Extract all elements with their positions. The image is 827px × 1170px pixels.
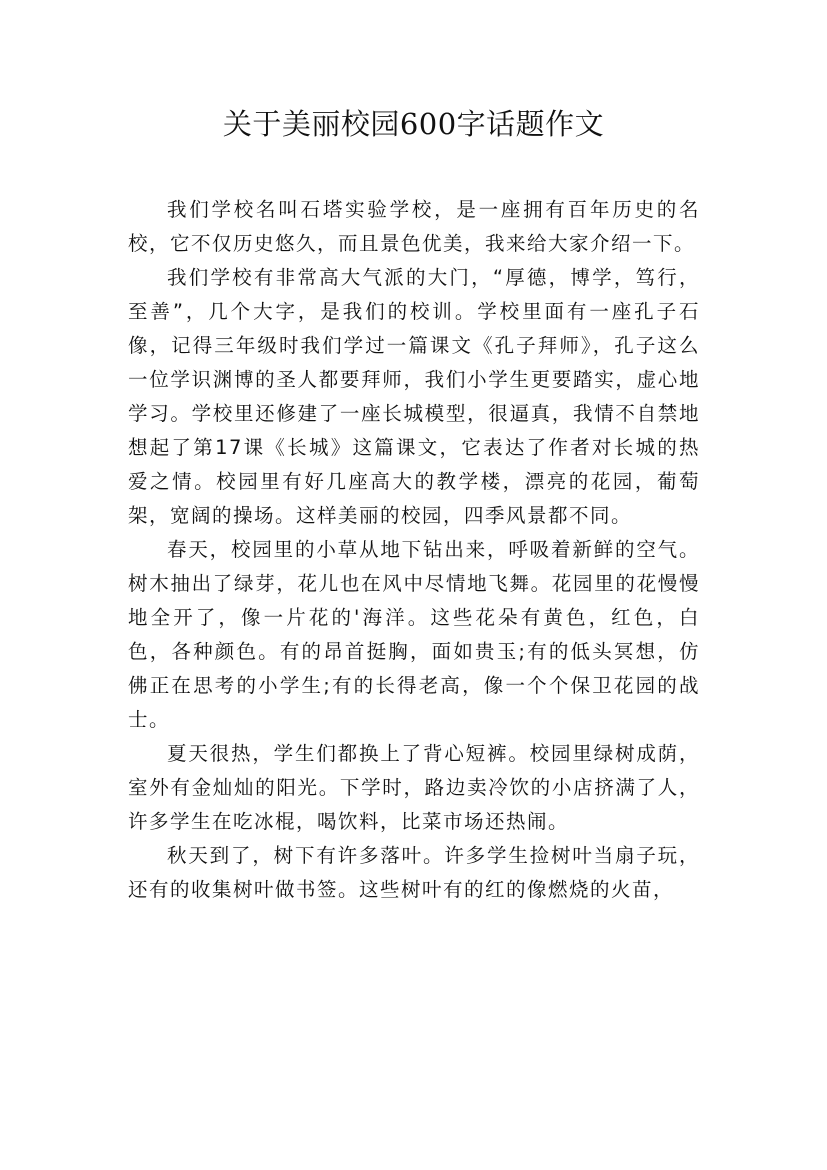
- document-body: [128, 193, 700, 907]
- document-title: 关于美丽校园600字话题作文: [222, 107, 605, 141]
- paragraph-school-gate: 我们学校有非常高大气派的大门，“厚德，博学，笃行，至善”，几个大字，是我们的校训。学校里面有一座孔子石像，记得三年级时我们学过一篇课文《孔子拜师》，孔子这么一位学识渊博的圣人都要拜师，我们小学生更要踏实，虚心地学习。学校里还修建了一座长城模型，很逼真，我情不自禁地想起了第17课《长城》这篇课文，它表达了作者对长城的热爱之情。校园里有好几座高大的教学楼，漂亮的花园，葡萄架，宽阔的操场。这样美丽的校园，四季风景都不同。: [128, 266, 700, 527]
- paragraph-intro: 我们学校名叫石塔实验学校，是一座拥有百年历史的名校，它不仅历史悠久，而且景色优美，我来给大家介绍一下。: [128, 198, 700, 255]
- paragraph-summer: 夏天很热，学生们都换上了背心短裤。校园里绿树成荫，室外有金灿灿的阳光。下学时，路边卖冷饮的小店挤满了人，许多学生在吃冰棍，喝饮料，比菜市场还热闹。: [128, 742, 700, 833]
- paragraph-spring: 春天，校园里的小草从地下钻出来，呼吸着新鲜的空气。树木抽出了绿芽，花儿也在风中尽情地飞舞。花园里的花慢慢地全开了，像一片花的'海洋。这些花朵有黄色，红色，白色，各种颜色。有的昂首挺胸，面如贵玉;有的低头冥想，仿佛正在思考的小学生;有的长得老高，像一个个保卫花园的战士。: [128, 538, 700, 731]
- paragraph-autumn: 秋天到了，树下有许多落叶。许多学生捡树叶当扇子玩，还有的收集树叶做书签。这些树叶有的红的像燃烧的火苗，: [128, 844, 700, 901]
